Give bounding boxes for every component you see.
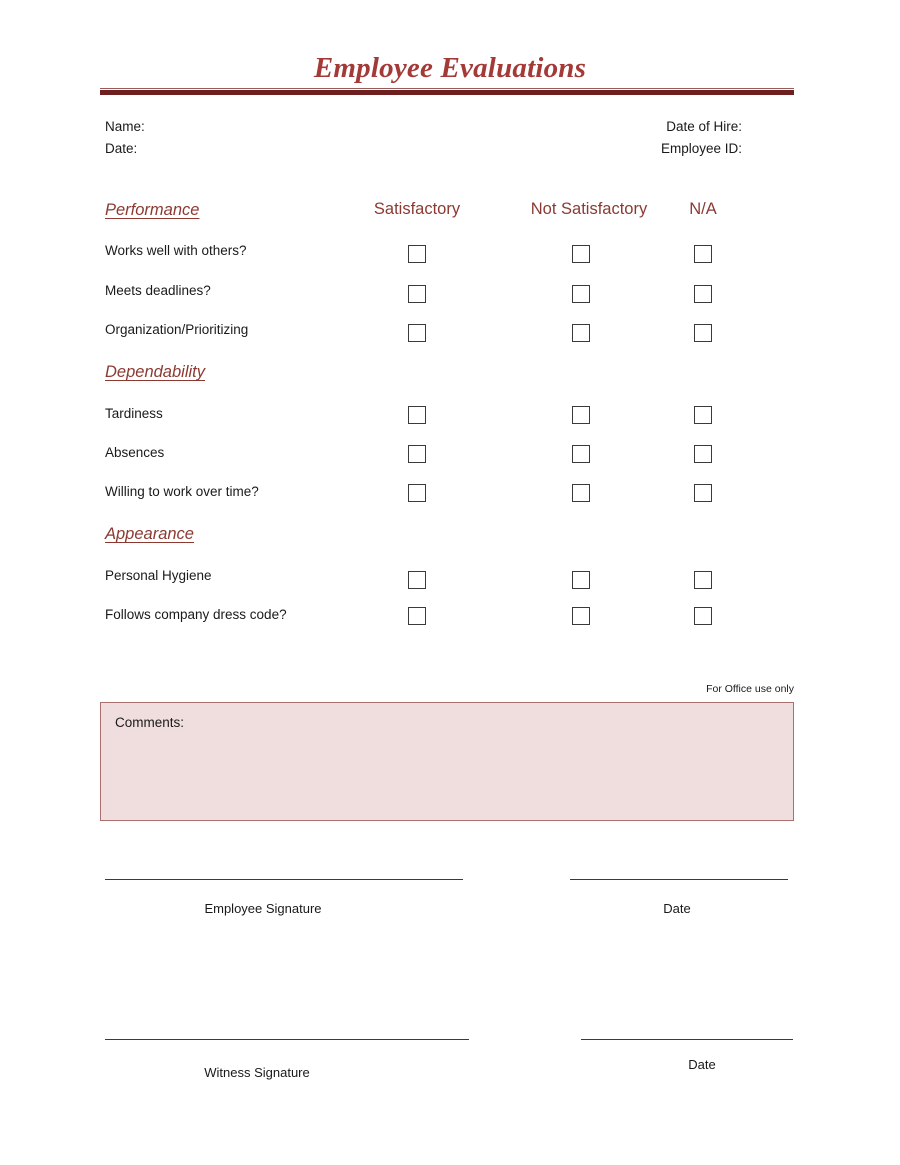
identity-left-fields	[105, 116, 145, 160]
checkbox-not-satisfactory[interactable]	[572, 445, 590, 463]
checkbox-satisfactory[interactable]	[408, 245, 426, 263]
witness-signature-caption: Witness Signature	[204, 1065, 310, 1080]
checkbox-satisfactory[interactable]	[408, 324, 426, 342]
question-label: Personal Hygiene	[105, 568, 212, 583]
checkbox-na[interactable]	[694, 571, 712, 589]
checkbox-satisfactory[interactable]	[408, 607, 426, 625]
date-field-label: Date:	[105, 141, 138, 156]
checkbox-na[interactable]	[694, 445, 712, 463]
title-divider-thick-line	[100, 90, 794, 95]
question-row-absences	[0, 445, 900, 469]
title-divider	[100, 88, 794, 95]
question-label: Works well with others?	[105, 243, 247, 258]
question-label: Absences	[105, 445, 165, 460]
employee-date-line[interactable]	[570, 879, 788, 880]
checkbox-na[interactable]	[694, 285, 712, 303]
comments-label: Comments:	[115, 715, 185, 730]
comments-input[interactable]	[100, 702, 794, 821]
employee-date-caption: Date	[663, 901, 691, 916]
section-heading-performance: Performance	[105, 201, 200, 219]
witness-date-line[interactable]	[581, 1039, 793, 1040]
page-title: Employee Evaluations	[313, 52, 587, 84]
checkbox-satisfactory[interactable]	[408, 571, 426, 589]
checkbox-satisfactory[interactable]	[408, 484, 426, 502]
title-divider-thin-line	[100, 88, 794, 89]
checkbox-not-satisfactory[interactable]	[572, 406, 590, 424]
name-field-label: Name:	[105, 119, 145, 134]
employee-signature-line[interactable]	[105, 879, 463, 880]
checkbox-not-satisfactory[interactable]	[572, 607, 590, 625]
question-label: Meets deadlines?	[105, 283, 211, 298]
question-row-tardiness	[0, 406, 900, 430]
question-label: Willing to work over time?	[105, 484, 259, 499]
question-label: Tardiness	[105, 406, 163, 421]
employee-id-field-label: Employee ID:	[660, 141, 742, 156]
question-row-follows-dress-code	[0, 607, 900, 631]
checkbox-not-satisfactory[interactable]	[572, 571, 590, 589]
checkbox-na[interactable]	[694, 607, 712, 625]
identity-right-fields	[560, 116, 742, 160]
checkbox-not-satisfactory[interactable]	[572, 245, 590, 263]
witness-signature-line[interactable]	[105, 1039, 469, 1040]
column-header-not-satisfactory: Not Satisfactory	[530, 200, 648, 218]
checkbox-satisfactory[interactable]	[408, 285, 426, 303]
question-row-works-well-with-others	[0, 243, 900, 267]
question-row-meets-deadlines	[0, 283, 900, 307]
question-label: Follows company dress code?	[105, 607, 287, 622]
employee-signature-caption: Employee Signature	[204, 901, 322, 916]
question-row-organization-prioritizing	[0, 322, 900, 346]
question-row-willing-to-work-overtime	[0, 484, 900, 508]
question-row-personal-hygiene	[0, 568, 900, 592]
checkbox-not-satisfactory[interactable]	[572, 324, 590, 342]
column-header-satisfactory: Satisfactory	[373, 200, 461, 218]
checkbox-na[interactable]	[694, 484, 712, 502]
checkbox-na[interactable]	[694, 324, 712, 342]
question-label: Organization/Prioritizing	[105, 322, 249, 337]
checkbox-na[interactable]	[694, 245, 712, 263]
checkbox-na[interactable]	[694, 406, 712, 424]
checkbox-not-satisfactory[interactable]	[572, 484, 590, 502]
checkbox-satisfactory[interactable]	[408, 445, 426, 463]
checkbox-satisfactory[interactable]	[408, 406, 426, 424]
section-heading-appearance: Appearance	[105, 525, 194, 543]
column-header-na: N/A	[689, 200, 717, 218]
section-heading-dependability: Dependability	[105, 363, 205, 381]
witness-date-caption: Date	[688, 1057, 716, 1072]
checkbox-not-satisfactory[interactable]	[572, 285, 590, 303]
office-use-only-note: For Office use only	[706, 683, 794, 695]
date-of-hire-field-label: Date of Hire:	[666, 119, 742, 134]
